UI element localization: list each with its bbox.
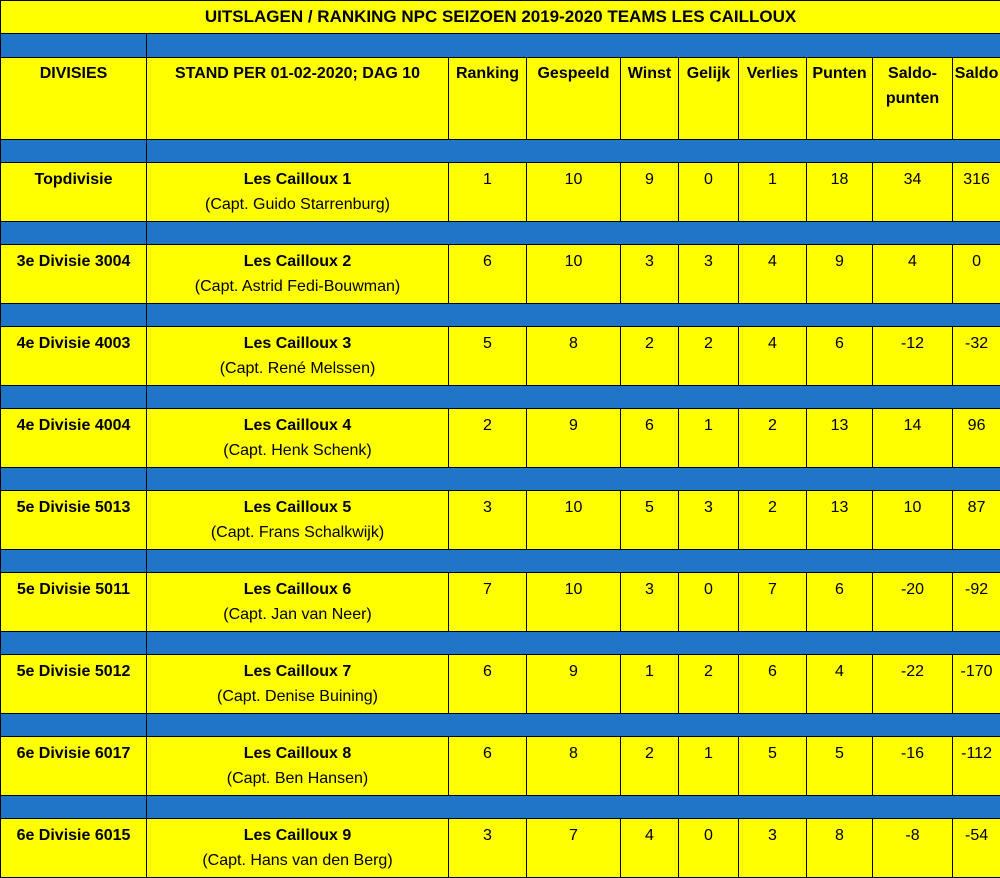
ranking-cell: 2 (449, 409, 527, 468)
gelijk-cell: 2 (679, 655, 739, 714)
header-saldopunten-line2: punten (873, 86, 952, 111)
winst-cell: 3 (621, 573, 679, 632)
divisie-cell: 5e Divisie 5011 (1, 573, 147, 632)
team-cell (147, 737, 449, 796)
team-cell (147, 655, 449, 714)
verlies-cell: 2 (739, 491, 807, 550)
winst-cell: 6 (621, 409, 679, 468)
gelijk-cell: 3 (679, 491, 739, 550)
gespeeld-cell: 8 (527, 737, 621, 796)
team-captain: (Capt. Ben Hansen) (147, 766, 448, 791)
header-ranking: Ranking (449, 58, 527, 140)
table-row (1, 245, 1000, 304)
team-name: Les Cailloux 3 (147, 331, 448, 356)
team-name: Les Cailloux 4 (147, 413, 448, 438)
saldopunten-cell: -22 (873, 655, 953, 714)
gespeeld-cell: 9 (527, 655, 621, 714)
ranking-cell: 3 (449, 819, 527, 878)
ranking-cell: 6 (449, 245, 527, 304)
table-row (1, 409, 1000, 468)
header-row (1, 58, 1000, 140)
winst-cell: 5 (621, 491, 679, 550)
team-cell (147, 573, 449, 632)
team-captain: (Capt. Jan van Neer) (147, 602, 448, 627)
team-cell (147, 327, 449, 386)
team-captain: (Capt. Denise Buining) (147, 684, 448, 709)
punten-cell: 13 (807, 491, 873, 550)
saldopunten-cell: -20 (873, 573, 953, 632)
gespeeld-cell: 10 (527, 491, 621, 550)
separator-row (1, 714, 1000, 737)
gelijk-cell: 0 (679, 163, 739, 222)
punten-cell: 4 (807, 655, 873, 714)
table-row (1, 819, 1000, 878)
punten-cell: 6 (807, 327, 873, 386)
saldo-cell: 0 (953, 245, 1000, 304)
team-cell (147, 409, 449, 468)
header-saldopunten (873, 58, 953, 140)
header-stand: STAND PER 01-02-2020; DAG 10 (147, 58, 449, 140)
saldopunten-cell: 34 (873, 163, 953, 222)
header-punten: Punten (807, 58, 873, 140)
divisie-cell: 5e Divisie 5013 (1, 491, 147, 550)
separator-row (1, 304, 1000, 327)
table-row (1, 655, 1000, 714)
table-row (1, 737, 1000, 796)
gelijk-cell: 1 (679, 409, 739, 468)
table-row (1, 163, 1000, 222)
divisie-cell: 6e Divisie 6015 (1, 819, 147, 878)
separator-row (1, 550, 1000, 573)
separator-row (1, 34, 1000, 58)
winst-cell: 4 (621, 819, 679, 878)
separator-row (1, 222, 1000, 245)
winst-cell: 2 (621, 327, 679, 386)
saldopunten-cell: 10 (873, 491, 953, 550)
divisie-cell: 4e Divisie 4004 (1, 409, 147, 468)
divisie-cell: 3e Divisie 3004 (1, 245, 147, 304)
header-winst: Winst (621, 58, 679, 140)
ranking-cell: 3 (449, 491, 527, 550)
separator-row (1, 796, 1000, 819)
winst-cell: 1 (621, 655, 679, 714)
divisie-cell: 4e Divisie 4003 (1, 327, 147, 386)
saldopunten-cell: -12 (873, 327, 953, 386)
saldopunten-cell: 4 (873, 245, 953, 304)
gelijk-cell: 3 (679, 245, 739, 304)
divisie-cell: Topdivisie (1, 163, 147, 222)
team-cell (147, 163, 449, 222)
verlies-cell: 3 (739, 819, 807, 878)
separator-row (1, 140, 1000, 163)
saldo-cell: -112 (953, 737, 1000, 796)
table-row (1, 573, 1000, 632)
punten-cell: 6 (807, 573, 873, 632)
header-gespeeld: Gespeeld (527, 58, 621, 140)
gespeeld-cell: 10 (527, 245, 621, 304)
table-row (1, 327, 1000, 386)
gelijk-cell: 0 (679, 573, 739, 632)
punten-cell: 13 (807, 409, 873, 468)
sheet-title: UITSLAGEN / RANKING NPC SEIZOEN 2019-2020 TEAMS LES CAILLOUX (1, 1, 1000, 34)
saldo-cell: -92 (953, 573, 1000, 632)
saldopunten-cell: 14 (873, 409, 953, 468)
gespeeld-cell: 10 (527, 573, 621, 632)
verlies-cell: 7 (739, 573, 807, 632)
separator-row (1, 386, 1000, 409)
ranking-cell: 5 (449, 327, 527, 386)
header-divisies: DIVISIES (1, 58, 147, 140)
gelijk-cell: 2 (679, 327, 739, 386)
team-name: Les Cailloux 9 (147, 823, 448, 848)
divisie-cell: 6e Divisie 6017 (1, 737, 147, 796)
team-name: Les Cailloux 2 (147, 249, 448, 274)
verlies-cell: 5 (739, 737, 807, 796)
saldo-cell: -32 (953, 327, 1000, 386)
separator-row (1, 468, 1000, 491)
punten-cell: 8 (807, 819, 873, 878)
ranking-cell: 1 (449, 163, 527, 222)
header-gelijk: Gelijk (679, 58, 739, 140)
divisie-cell: 5e Divisie 5012 (1, 655, 147, 714)
team-cell (147, 819, 449, 878)
saldopunten-cell: -8 (873, 819, 953, 878)
team-captain: (Capt. Guido Starrenburg) (147, 192, 448, 217)
team-name: Les Cailloux 5 (147, 495, 448, 520)
saldo-cell: -54 (953, 819, 1000, 878)
header-saldo: Saldo (953, 58, 1000, 140)
team-name: Les Cailloux 7 (147, 659, 448, 684)
team-captain: (Capt. Hans van den Berg) (147, 848, 448, 873)
team-captain: (Capt. Astrid Fedi-Bouwman) (147, 274, 448, 299)
separator-row (1, 632, 1000, 655)
saldo-cell: -170 (953, 655, 1000, 714)
gespeeld-cell: 7 (527, 819, 621, 878)
saldo-cell: 316 (953, 163, 1000, 222)
winst-cell: 2 (621, 737, 679, 796)
table-row (1, 491, 1000, 550)
verlies-cell: 6 (739, 655, 807, 714)
winst-cell: 3 (621, 245, 679, 304)
team-name: Les Cailloux 8 (147, 741, 448, 766)
team-cell (147, 491, 449, 550)
verlies-cell: 4 (739, 245, 807, 304)
team-cell (147, 245, 449, 304)
header-saldopunten-line1: Saldo- (873, 61, 952, 86)
header-verlies: Verlies (739, 58, 807, 140)
ranking-cell: 6 (449, 737, 527, 796)
team-captain: (Capt. Frans Schalkwijk) (147, 520, 448, 545)
saldo-cell: 87 (953, 491, 1000, 550)
ranking-cell: 6 (449, 655, 527, 714)
team-name: Les Cailloux 1 (147, 167, 448, 192)
verlies-cell: 4 (739, 327, 807, 386)
saldo-cell: 96 (953, 409, 1000, 468)
winst-cell: 9 (621, 163, 679, 222)
verlies-cell: 1 (739, 163, 807, 222)
verlies-cell: 2 (739, 409, 807, 468)
gespeeld-cell: 8 (527, 327, 621, 386)
team-name: Les Cailloux 6 (147, 577, 448, 602)
punten-cell: 9 (807, 245, 873, 304)
punten-cell: 18 (807, 163, 873, 222)
team-captain: (Capt. René Melssen) (147, 356, 448, 381)
gespeeld-cell: 9 (527, 409, 621, 468)
ranking-cell: 7 (449, 573, 527, 632)
team-captain: (Capt. Henk Schenk) (147, 438, 448, 463)
gelijk-cell: 1 (679, 737, 739, 796)
gelijk-cell: 0 (679, 819, 739, 878)
punten-cell: 5 (807, 737, 873, 796)
gespeeld-cell: 10 (527, 163, 621, 222)
saldopunten-cell: -16 (873, 737, 953, 796)
